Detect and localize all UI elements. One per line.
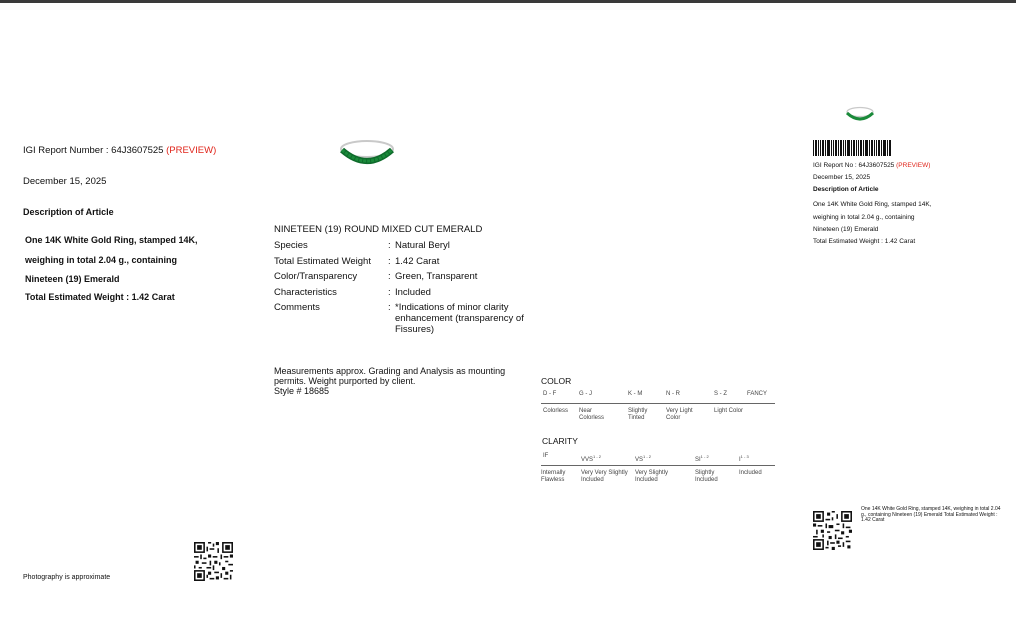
report-number-label: IGI Report No : 64J3607525 bbox=[813, 162, 895, 169]
barcode-icon bbox=[813, 140, 892, 156]
color-desc: Slightly Tinted bbox=[628, 408, 648, 421]
description-line: Nineteen (19) Emerald bbox=[25, 274, 120, 284]
report-number-small bbox=[813, 162, 930, 169]
footer-summary: One 14K White Gold Ring, stamped 14K, weighing in total 2.04 g., containing Nineteen (19) Emerald Total Estimated Weight : 1.42 Carat bbox=[861, 506, 1001, 523]
report-number bbox=[23, 145, 216, 156]
description-line: One 14K White Gold Ring, stamped 14K, bbox=[813, 201, 932, 208]
clarity-scale bbox=[541, 434, 775, 486]
preview-tag: (PREVIEW) bbox=[166, 145, 217, 156]
clarity-desc: Included bbox=[739, 470, 762, 476]
stone-title: NINETEEN (19) ROUND MIXED CUT EMERALD bbox=[274, 224, 483, 235]
clarity-desc: Very Slightly Included bbox=[635, 470, 669, 483]
clarity-grade: $I^{1 - 3}$ bbox=[739, 454, 749, 463]
description-text-small bbox=[813, 199, 933, 237]
detail-value: Included bbox=[395, 286, 431, 298]
color-desc: Light Color bbox=[714, 408, 744, 414]
clarity-desc: Very Very Slightly Included bbox=[581, 470, 628, 483]
color-grade: S - Z bbox=[714, 391, 727, 397]
color-scale bbox=[541, 374, 775, 424]
detail-label: Total Estimated Weight bbox=[274, 255, 371, 267]
color-grade: D - F bbox=[543, 391, 557, 397]
description-heading-small: Description of Article bbox=[813, 186, 879, 193]
clarity-grade: VVS$^{1 - 2}$ bbox=[581, 454, 602, 463]
clarity-grade: IF bbox=[543, 453, 549, 459]
top-border bbox=[0, 0, 1016, 3]
style-number: Style # 18685 bbox=[274, 386, 330, 396]
detail-label: Color/Transparency bbox=[274, 271, 358, 282]
total-weight-small: Total Estimated Weight : 1.42 Carat bbox=[813, 238, 916, 245]
description-line: One 14K White Gold Ring, stamped 14K, bbox=[25, 235, 198, 245]
description-line: weighing in total 2.04 g., containing bbox=[813, 213, 915, 221]
color-grade: FANCY bbox=[747, 391, 768, 397]
clarity-desc: Internally Flawless bbox=[541, 470, 566, 483]
report-date-small: December 15, 2025 bbox=[813, 174, 871, 181]
clarity-grade: SI$^{1 - 2}$ bbox=[695, 454, 709, 463]
color-scale-title: COLOR bbox=[541, 376, 572, 386]
color-desc: Very Light Color bbox=[666, 408, 693, 421]
qr-code-icon bbox=[194, 542, 233, 581]
measurements-note bbox=[274, 366, 529, 396]
measurements-line: Measurements approx. Grading and Analysis as mounting bbox=[274, 366, 506, 376]
detail-value: *Indications of minor clarity enhancement (transparency of Fissures) bbox=[395, 302, 524, 335]
report-date: December 15, 2025 bbox=[23, 176, 107, 187]
detail-label: Species bbox=[274, 240, 308, 251]
color-desc: Colorless bbox=[543, 408, 569, 414]
color-desc: Near Colorless bbox=[579, 408, 605, 421]
clarity-grade: VS$^{1 - 2}$ bbox=[635, 454, 652, 463]
photo-note: Photography is approximate bbox=[23, 574, 111, 581]
total-weight: Total Estimated Weight : 1.42 Carat bbox=[25, 292, 175, 302]
detail-label: Characteristics bbox=[274, 286, 337, 298]
measurements-line: permits. Weight purported by client. bbox=[274, 376, 416, 386]
detail-value: Natural Beryl bbox=[395, 240, 450, 251]
divider bbox=[541, 465, 775, 466]
divider bbox=[541, 403, 775, 404]
preview-tag: (PREVIEW) bbox=[896, 162, 931, 169]
color-grade: G - J bbox=[579, 391, 592, 397]
description-line: Nineteen (19) Emerald bbox=[813, 226, 879, 233]
report-number-label: IGI Report Number : 64J3607525 bbox=[23, 145, 164, 156]
clarity-scale-title: CLARITY bbox=[542, 436, 578, 446]
clarity-desc: Slightly Included bbox=[695, 470, 718, 483]
detail-label: Comments bbox=[274, 302, 320, 313]
description-heading: Description of Article bbox=[23, 207, 114, 217]
ring-image bbox=[845, 106, 875, 123]
color-grade: K - M bbox=[628, 391, 643, 397]
detail-value: Green, Transparent bbox=[395, 271, 478, 282]
detail-value: 1.42 Carat bbox=[395, 255, 440, 267]
color-grade: N - R bbox=[666, 391, 680, 397]
description-line: weighing in total 2.04 g., containing bbox=[25, 254, 178, 265]
ring-image bbox=[338, 138, 396, 170]
description-text bbox=[25, 231, 225, 290]
qr-code-icon bbox=[813, 511, 852, 550]
